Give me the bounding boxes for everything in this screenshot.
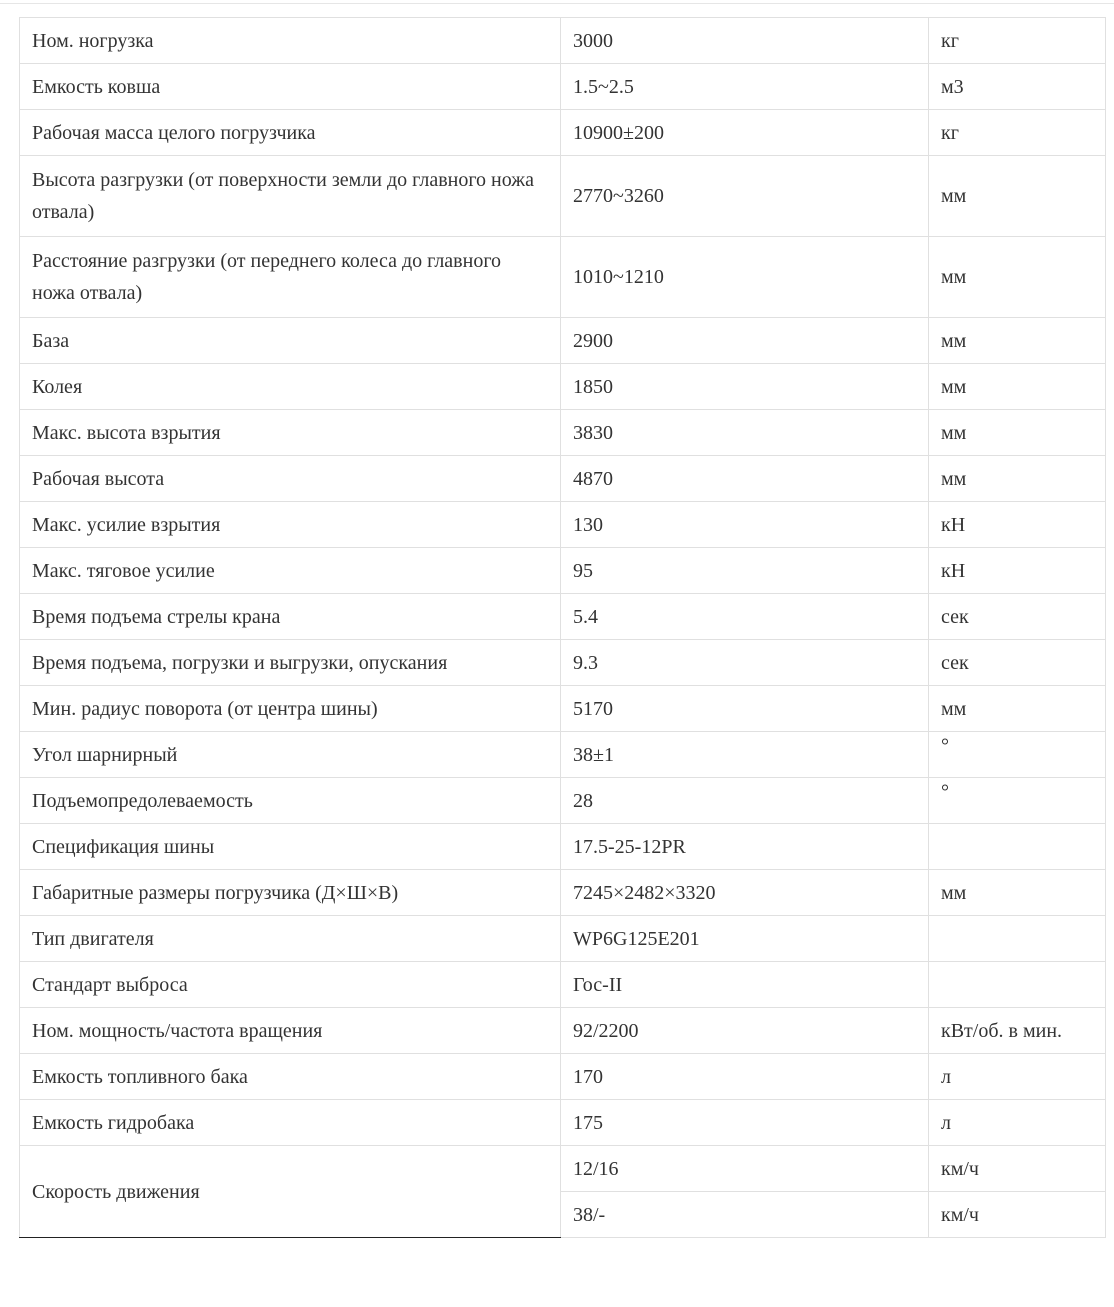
param-unit: л (929, 1054, 1106, 1100)
param-unit: км/ч (929, 1146, 1106, 1192)
param-value: 3000 (561, 18, 929, 64)
param-value: 130 (561, 502, 929, 548)
table-row (20, 318, 1106, 364)
param-name: Ном. мощность/частота вращения (20, 1008, 561, 1054)
param-value: 1850 (561, 364, 929, 410)
param-value: 170 (561, 1054, 929, 1100)
param-name: Емкость гидробака (20, 1100, 561, 1146)
param-unit: мм (929, 456, 1106, 502)
table-row (20, 778, 1106, 824)
table-row (20, 594, 1106, 640)
param-name: Макс. усилие взрытия (20, 502, 561, 548)
param-unit: мм (929, 318, 1106, 364)
param-name: Мин. радиус поворота (от центра шины) (20, 686, 561, 732)
param-value: 28 (561, 778, 929, 824)
table-row (20, 732, 1106, 778)
top-divider (0, 3, 1114, 4)
table-row (20, 1054, 1106, 1100)
table-row (20, 502, 1106, 548)
param-value: 2900 (561, 318, 929, 364)
param-unit: км/ч (929, 1192, 1106, 1238)
param-unit: сек (929, 594, 1106, 640)
table-row (20, 824, 1106, 870)
param-value: 10900±200 (561, 110, 929, 156)
table-row (20, 110, 1106, 156)
param-value: 38/- (561, 1192, 929, 1238)
table-row (20, 456, 1106, 502)
table-row (20, 1100, 1106, 1146)
param-name: Время подъема стрелы крана (20, 594, 561, 640)
param-unit: мм (929, 156, 1106, 237)
param-name: Расстояние разгрузки (от переднего колеса до главного ножа отвала) (20, 237, 561, 318)
param-unit: м3 (929, 64, 1106, 110)
param-unit (929, 824, 1106, 870)
table-row (20, 18, 1106, 64)
param-value: 1.5~2.5 (561, 64, 929, 110)
param-unit: мм (929, 870, 1106, 916)
table-row (20, 640, 1106, 686)
param-value: 175 (561, 1100, 929, 1146)
param-name: Макс. высота взрытия (20, 410, 561, 456)
param-value: 92/2200 (561, 1008, 929, 1054)
param-name: База (20, 318, 561, 364)
param-unit: ° (929, 778, 1106, 824)
param-name: Высота разгрузки (от поверхности земли до главного ножа отвала) (20, 156, 561, 237)
param-unit: мм (929, 364, 1106, 410)
param-unit: л (929, 1100, 1106, 1146)
param-unit: мм (929, 237, 1106, 318)
param-value: 9.3 (561, 640, 929, 686)
param-unit: кВт/об. в мин. (929, 1008, 1106, 1054)
param-unit: мм (929, 410, 1106, 456)
table-row (20, 364, 1106, 410)
param-value: WP6G125E201 (561, 916, 929, 962)
param-unit: ° (929, 732, 1106, 778)
param-name: Колея (20, 364, 561, 410)
table-row (20, 962, 1106, 1008)
table-row (20, 1008, 1106, 1054)
param-value: 4870 (561, 456, 929, 502)
param-name: Подъемопредолеваемость (20, 778, 561, 824)
param-value: 1010~1210 (561, 237, 929, 318)
param-value: 7245×2482×3320 (561, 870, 929, 916)
param-unit: кН (929, 502, 1106, 548)
param-unit: мм (929, 686, 1106, 732)
param-unit: кг (929, 110, 1106, 156)
param-unit (929, 916, 1106, 962)
param-name: Тип двигателя (20, 916, 561, 962)
param-name: Емкость ковша (20, 64, 561, 110)
param-unit (929, 962, 1106, 1008)
param-name: Рабочая масса целого погрузчика (20, 110, 561, 156)
param-name: Ном. ногрузка (20, 18, 561, 64)
param-name: Стандарт выброса (20, 962, 561, 1008)
param-value: 2770~3260 (561, 156, 929, 237)
param-value: 38±1 (561, 732, 929, 778)
param-name: Рабочая высота (20, 456, 561, 502)
param-value: 12/16 (561, 1146, 929, 1192)
param-name: Габаритные размеры погрузчика (Д×Ш×В) (20, 870, 561, 916)
table-row (20, 410, 1106, 456)
table-row (20, 156, 1106, 237)
table-row (20, 237, 1106, 318)
table-row (20, 686, 1106, 732)
param-value: 5170 (561, 686, 929, 732)
param-name: Время подъема, погрузки и выгрузки, опускания (20, 640, 561, 686)
param-name: Скорость движения (20, 1146, 561, 1238)
param-unit: сек (929, 640, 1106, 686)
table-row (20, 1146, 1106, 1192)
table-row (20, 916, 1106, 962)
param-name: Спецификация шины (20, 824, 561, 870)
param-value: Гос-II (561, 962, 929, 1008)
spec-table (19, 17, 1106, 1238)
param-unit: кН (929, 548, 1106, 594)
param-value: 3830 (561, 410, 929, 456)
table-row (20, 64, 1106, 110)
param-unit: кг (929, 18, 1106, 64)
param-value: 95 (561, 548, 929, 594)
table-row (20, 870, 1106, 916)
param-name: Угол шарнирный (20, 732, 561, 778)
param-value: 5.4 (561, 594, 929, 640)
param-value: 17.5-25-12PR (561, 824, 929, 870)
table-row (20, 548, 1106, 594)
param-name: Емкость топливного бака (20, 1054, 561, 1100)
param-name: Макс. тяговое усилие (20, 548, 561, 594)
